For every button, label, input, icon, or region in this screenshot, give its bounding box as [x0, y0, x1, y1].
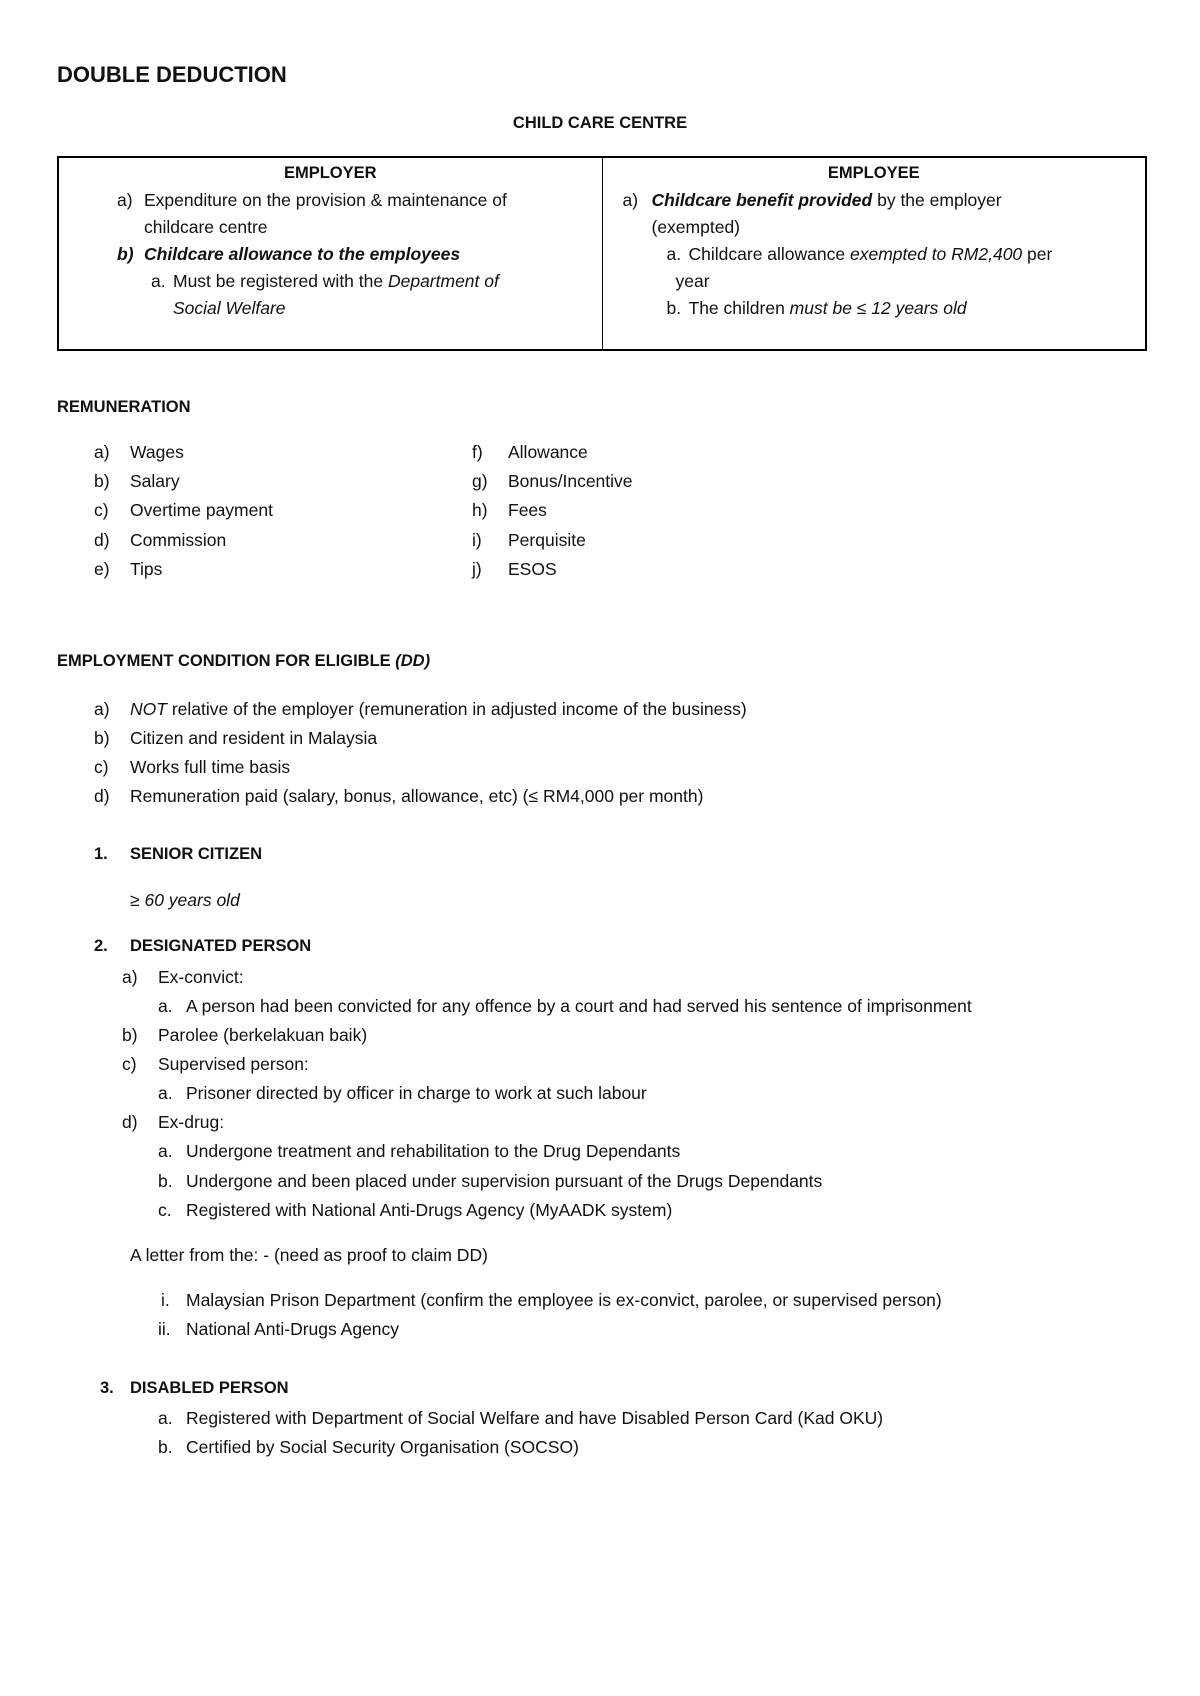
employer-heading: EMPLOYER	[283, 164, 377, 182]
disabled-marker: 3.	[100, 1379, 114, 1397]
list-item: f)	[472, 442, 483, 462]
list-item-label: Bonus/Incentive	[508, 471, 633, 491]
employment-a-marker: a)	[94, 699, 110, 719]
letter-item-ii-marker: ii.	[158, 1319, 171, 1339]
designated-heading: DESIGNATED PERSON	[130, 937, 312, 955]
list-item: a)	[94, 442, 110, 462]
employer-item-a: a) Expenditure on the provision & maintenance of childcare centre	[117, 190, 507, 237]
disabled-a-text: Registered with Department of Social Welfare and have Disabled Person Card (Kad OKU)	[186, 1408, 884, 1428]
disabled-heading: DISABLED PERSON	[130, 1379, 289, 1397]
designated-a-sub-marker: a.	[158, 996, 173, 1016]
list-item: c)	[94, 500, 109, 520]
employer-item-b-sub: a. Must be registered with the Department of Social Welfare	[151, 271, 499, 318]
employer-cell	[58, 157, 602, 350]
designated-d-sub-c-marker: c.	[158, 1200, 172, 1220]
designated-d-sub-a-text: Undergone treatment and rehabilitation to the Drug Dependants	[186, 1141, 681, 1161]
senior-marker: 1.	[94, 845, 108, 863]
designated-b-text: Parolee (berkelakuan baik)	[158, 1025, 368, 1045]
letter-item-ii-text: National Anti-Drugs Agency	[186, 1319, 400, 1339]
designated-a-text: Ex-convict:	[158, 967, 244, 987]
employment-a-text: NOT relative of the employer (remuneration in adjusted income of the business)	[130, 699, 747, 719]
document-title: DOUBLE DEDUCTION	[57, 62, 287, 87]
disabled-b-marker: b.	[158, 1437, 173, 1457]
list-item: b)	[94, 471, 110, 491]
letter-item-i-marker: i.	[161, 1290, 170, 1310]
list-item: h)	[472, 500, 488, 520]
designated-d-sub-a-marker: a.	[158, 1141, 173, 1161]
designated-d-text: Ex-drug:	[158, 1112, 225, 1132]
list-item-label: Overtime payment	[130, 500, 273, 520]
list-item-label: ESOS	[508, 559, 557, 579]
employment-c-text: Works full time basis	[130, 757, 291, 777]
employment-b-text: Citizen and resident in Malaysia	[130, 728, 378, 748]
designated-c-sub-marker: a.	[158, 1083, 173, 1103]
designated-marker: 2.	[94, 937, 108, 955]
employee-item-a: a) Childcare benefit provided by the employer (exempted)	[622, 190, 1002, 237]
designated-letter-text: A letter from the: - (need as proof to claim DD)	[130, 1245, 488, 1265]
child-care-table	[57, 156, 1147, 351]
senior-heading: SENIOR CITIZEN	[130, 845, 263, 863]
list-item-label: Wages	[130, 442, 184, 462]
designated-a-marker: a)	[122, 967, 138, 987]
list-item: i)	[472, 530, 482, 550]
list-item: j)	[472, 559, 482, 579]
list-item: d)	[94, 530, 110, 550]
list-item-label: Fees	[508, 500, 547, 520]
designated-c-text: Supervised person:	[158, 1054, 309, 1074]
employment-d-text: Remuneration paid (salary, bonus, allowance, etc) (≤ RM4,000 per month)	[130, 786, 704, 806]
designated-c-sub-text: Prisoner directed by officer in charge to work at such labour	[186, 1083, 647, 1103]
disabled-b-text: Certified by Social Security Organisation (SOCSO)	[186, 1437, 579, 1457]
employment-b-marker: b)	[94, 728, 110, 748]
child-care-title: CHILD CARE CENTRE	[512, 114, 688, 132]
list-item-label: Perquisite	[508, 530, 586, 550]
designated-d-sub-b-marker: b.	[158, 1171, 173, 1191]
senior-text: ≥ 60 years old	[130, 890, 240, 910]
designated-b-marker: b)	[122, 1025, 138, 1045]
letter-item-i-text: Malaysian Prison Department (confirm the employee is ex-convict, parolee, or supervised person)	[186, 1290, 942, 1310]
employer-item-b: b) Childcare allowance to the employees	[117, 244, 461, 264]
employee-item-a-sub-a: a. Childcare allowance exempted to RM2,400 per year	[666, 244, 1053, 291]
designated-d-marker: d)	[122, 1112, 138, 1132]
employee-cell	[602, 157, 1146, 350]
list-item: g)	[472, 471, 488, 491]
disabled-a-marker: a.	[158, 1408, 173, 1428]
designated-c-marker: c)	[122, 1054, 137, 1074]
employee-item-a-sub-b: b. The children must be ≤ 12 years old	[666, 298, 967, 318]
employment-heading: EMPLOYMENT CONDITION FOR ELIGIBLE (DD)	[57, 652, 431, 670]
list-item-label: Tips	[130, 559, 163, 579]
designated-d-sub-b-text: Undergone and been placed under supervision pursuant of the Drugs Dependants	[186, 1171, 823, 1191]
employee-heading: EMPLOYEE	[827, 164, 920, 182]
list-item: e)	[94, 559, 110, 579]
designated-d-sub-c-text: Registered with National Anti-Drugs Agency (MyAADK system)	[186, 1200, 673, 1220]
employment-d-marker: d)	[94, 786, 110, 806]
list-item-label: Salary	[130, 471, 180, 491]
employment-c-marker: c)	[94, 757, 109, 777]
list-item-label: Allowance	[508, 442, 588, 462]
designated-a-sub-text: A person had been convicted for any offence by a court and had served his sentence of imprisonment	[186, 996, 972, 1016]
list-item-label: Commission	[130, 530, 227, 550]
remuneration-heading: REMUNERATION	[57, 398, 191, 416]
